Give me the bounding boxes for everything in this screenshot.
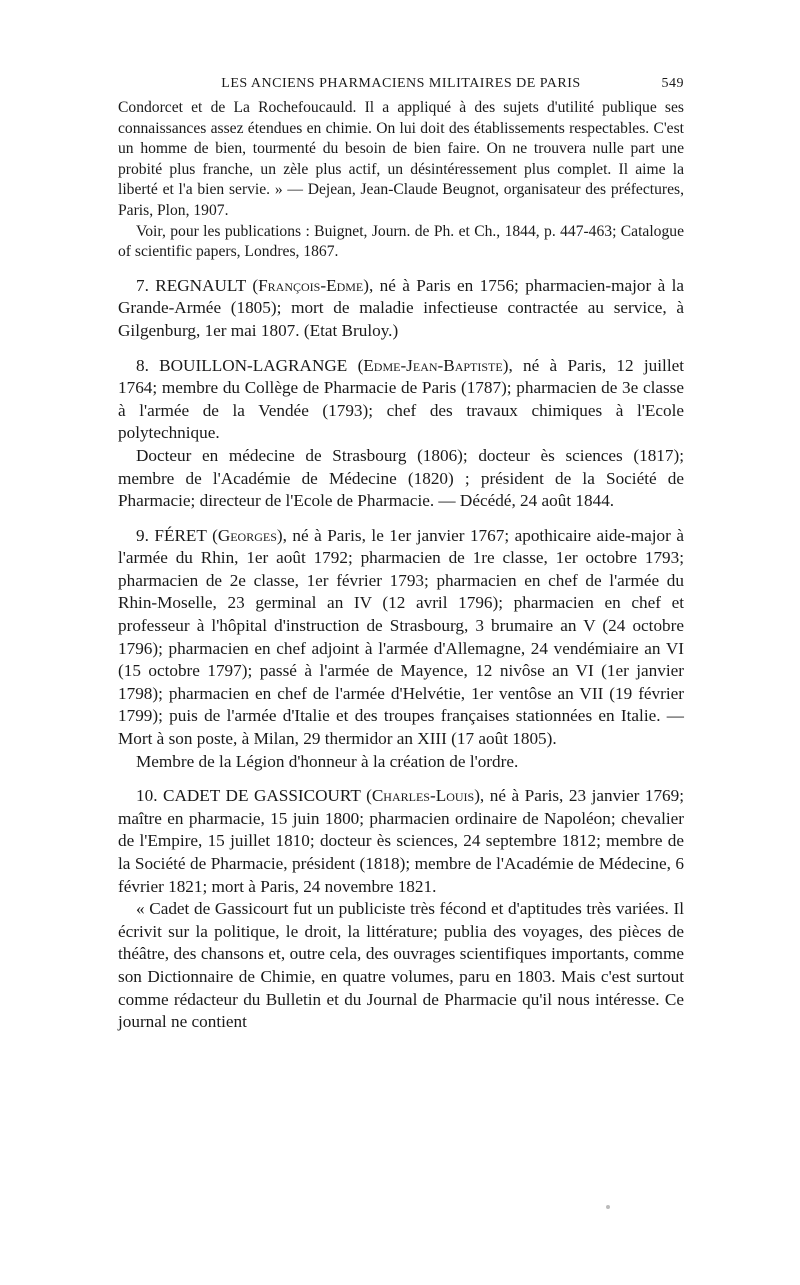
entry-8-text: , né à Paris, 12 juillet 1764; membre du Collège de Pharmacie de Paris (1787); pharmacien de 3e classe à l'armée de la Vendée (1793); chef des travaux chimiques à l'Ecole polytechnique. xyxy=(118,355,684,443)
entry-9-text: , né à Paris, le 1er janvier 1767; apothicaire aide-major à l'armée du Rhin, 1er août 1792; pharmacien de 1re classe, 1er octobre 1793; pharmacien de 2e classe, 1er février 1793; pharmacien en chef de l'armée du Rhin-Moselle, 23 germinal an IV (12 avril 1796); pharmacien en chef et professeur à l'hôpital d'instruction de Strasbourg, 3 brumaire an V (24 octobre 1796); pharmacien en chef adjoint à l'armée d'Allemagne, 24 vendémiaire an VI (15 octobre 1797); passé à l'armée de Mayence, 12 nivôse an VI (1er janvier 1798); pharmacien en chef de l'armée d'Helvétie, 1er ventôse an VII (19 février 1799); puis de l'armée d'Italie et des troupes françaises stationnées en Italie. — Mort à son poste, à Milan, 29 thermidor an XIII (17 août 1805). xyxy=(118,525,684,749)
page xyxy=(118,70,684,1034)
page-speck xyxy=(606,1205,610,1209)
entry-7 xyxy=(118,275,684,343)
entry-9-name: 9. FÉRET xyxy=(136,525,207,545)
entry-8-paragraph-2: Docteur en médecine de Strasbourg (1806); docteur ès sciences (1817); membre de l'Académie de Médecine (1820) ; président de la Société de Pharmacie; directeur de l'Ecole de Pharmacie. — Décédé, 24 août 1844. xyxy=(118,445,684,511)
entry-8 xyxy=(118,355,684,513)
entry-9-forenames: (Georges) xyxy=(212,525,283,545)
entry-7-name: 7. REGNAULT xyxy=(136,275,246,295)
entry-9-paragraph-2: Membre de la Légion d'honneur à la création de l'ordre. xyxy=(136,751,519,771)
publications-reference: Voir, pour les publications : Buignet, Journ. de Ph. et Ch., 1844, p. 447-463; Catalogue of scientific papers, Londres, 1867. xyxy=(118,222,684,261)
entry-10-forenames: (Charles-Louis) xyxy=(366,786,480,806)
continued-note xyxy=(118,98,684,263)
entry-10-paragraph xyxy=(118,785,684,898)
entry-10-name: 10. CADET DE GASSICOURT xyxy=(136,786,361,806)
running-title: LES ANCIENS PHARMACIENS MILITAIRES DE PARIS xyxy=(221,76,581,91)
entry-10-quote: « Cadet de Gassicourt fut un publiciste très fécond et d'aptitudes très variées. Il écrivit sur la politique, le droit, la littérature; publia des voyages, des pièces de théâtre, des chansons et, outre cela, des ouvrages scientifiques importants, comme son Dictionnaire de Chimie, en quatre volumes, paru en 1803. Mais c'est surtout comme rédacteur du Bulletin et du Journal de Pharmacie qu'il nous intéresse. Ce journal ne contient xyxy=(118,899,684,1032)
entry-7-paragraph xyxy=(118,275,684,343)
entry-8-paragraph xyxy=(118,355,684,445)
entry-10-text: , né à Paris, 23 janvier 1769; maître en pharmacie, 15 juin 1800; pharmacien ordinaire de Napoléon; chevalier de l'Empire, 15 juillet 1810; docteur ès sciences, 24 septembre 1812; membre de la Société de Pharmacie, président (1818); membre de l'Académie de Médecine, 6 février 1821; mort à Paris, 24 novembre 1821. xyxy=(118,786,685,896)
entry-8-name: 8. BOUILLON-LAGRANGE xyxy=(136,355,348,375)
continued-paragraph: Condorcet et de La Rochefoucauld. Il a appliqué à des sujets d'utilité publique ses connaissances assez étendues en chimie. On lui doit des établissements respectables. C'est un homme de bien, tourmenté du besoin de bien faire. On ne trouvera nulle part une probité plus franche, un zèle plus actif, un désintéressement plus complet. Il aime la liberté et l'a bien servie. » — Dejean, Jean-Claude Beugnot, organisateur des préfectures, Paris, Plon, 1907. xyxy=(118,99,684,219)
page-number: 549 xyxy=(661,76,684,91)
entry-8-forenames: (Edme-Jean-Baptiste) xyxy=(357,355,509,375)
entry-10 xyxy=(118,785,684,1034)
entry-7-text: , né à Paris en 1756; pharmacien-major à la Grande-Armée (1805); mort de maladie infectieuse contractée au service, à Gilgenburg, 1er mai 1807. (Etat Bruloy.) xyxy=(118,275,684,340)
entry-9-paragraph xyxy=(118,525,684,751)
running-header xyxy=(118,70,684,98)
entry-9 xyxy=(118,525,684,774)
entry-7-forenames: (François-Edme) xyxy=(252,275,369,295)
